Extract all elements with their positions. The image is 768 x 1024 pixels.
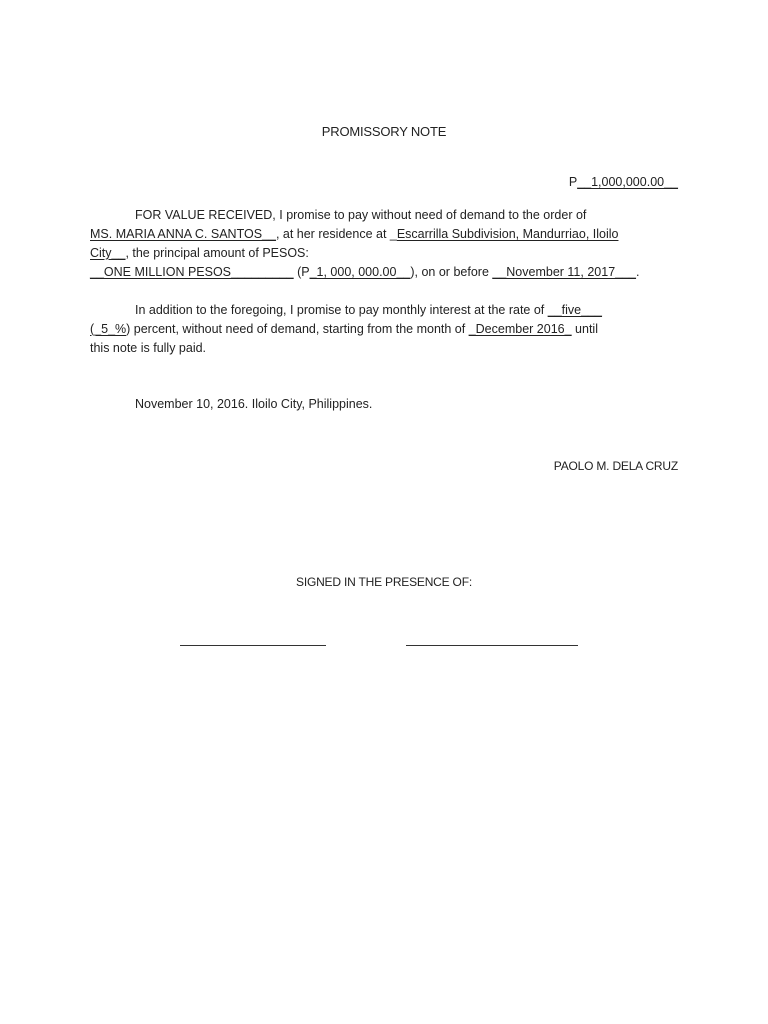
para1-line4 [90,263,680,282]
date-place: November 10, 2016. Iloilo City, Philippines. [135,397,373,411]
amount-in-figures: _1, 000, 000.00__ [309,265,411,279]
amount-prefix: P [568,175,578,189]
signer-name: PAOLO M. DELA CRUZ [553,459,678,473]
para1-line2 [90,225,680,244]
payee-name: MS. MARIA ANNA C. SANTOS__ [90,227,276,241]
para1-text-c: (P [293,265,310,279]
para1-text-b: , the principal amount of PESOS: [125,246,309,260]
start-month: _December 2016_ [468,322,572,336]
para2-text-c: until [571,322,598,336]
amount-header [569,175,678,189]
due-date: __November 11, 2017___ [492,265,636,279]
residence-part-b: City__ [90,246,126,260]
para1-text-a: , at her residence at _ [275,227,397,241]
witness-signature-line-1 [180,645,326,646]
amount-value: __1,000,000.00__ [577,175,678,189]
para2-line1 [90,301,680,320]
interest-rate-figure: (_5_% [90,322,127,336]
residence-part-a: Escarrilla Subdivision, Mandurriao, Iloilo [396,227,619,241]
amount-in-words: __ONE MILLION PESOS_________ [90,265,294,279]
para1-line3 [90,244,680,263]
para2-text-b: ) percent, without need of demand, starting from the month of [126,322,469,336]
interest-rate-words: __five___ [547,303,602,317]
document-title: PROMISSORY NOTE [321,124,447,139]
witness-heading: SIGNED IN THE PRESENCE OF: [296,575,472,589]
para2-text-a: In addition to the foregoing, I promise to pay monthly interest at the rate of [135,303,548,317]
paragraph-value-received [90,206,680,282]
para2-line2 [90,320,680,339]
para2-line3: this note is fully paid. [90,341,207,355]
paragraph-interest [90,301,680,358]
para1-text-e: . [636,265,640,279]
para1-text-d: ), on or before [410,265,493,279]
para1-line1: FOR VALUE RECEIVED, I promise to pay without need of demand to the order of [135,208,587,222]
witness-signature-line-2 [406,645,578,646]
